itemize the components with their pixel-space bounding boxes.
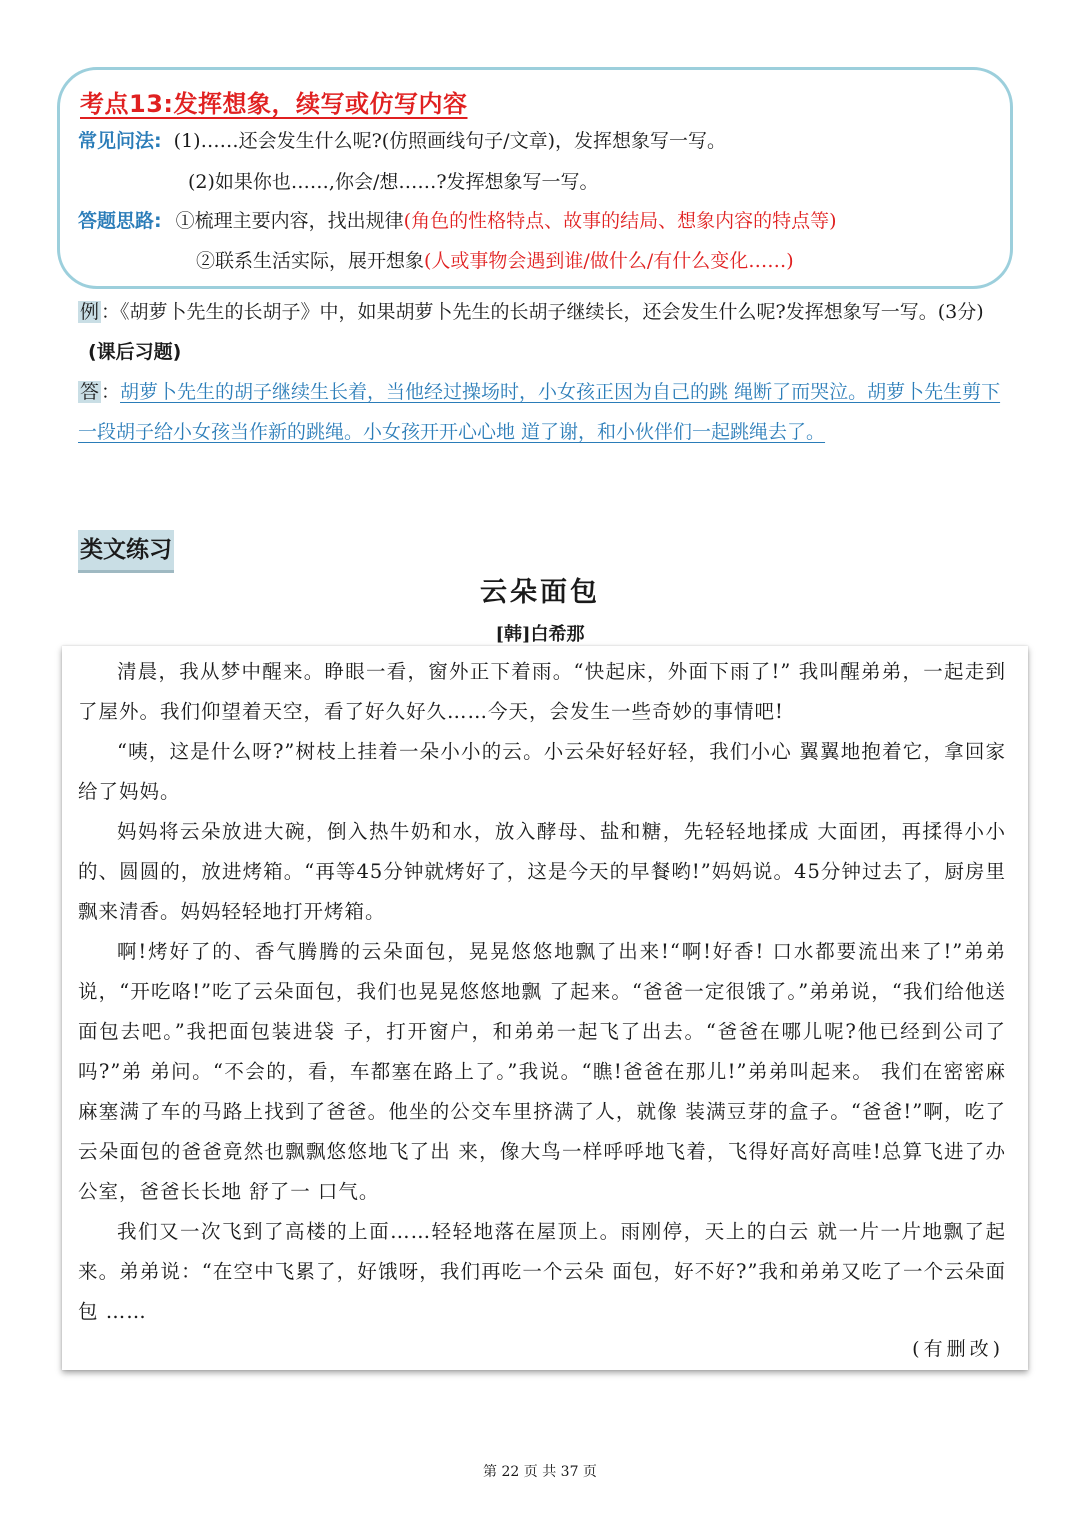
page-number: 第 22 页 共 37 页 bbox=[483, 1464, 597, 1480]
ask-item-2: (2)如果你也……,你会/想……?发挥想象写一写。 bbox=[188, 171, 599, 193]
think-row-1 bbox=[78, 208, 837, 234]
example-label: 例 bbox=[80, 301, 100, 323]
answer-label: 答 bbox=[80, 381, 100, 403]
answer-text: 胡萝卜先生的胡子继续生长着，当他经过操场时，小女孩正因为自己的跳 绳断了而哭泣。胡萝卜先生剪下一段胡子给小女孩当作新的跳绳。小女孩开开心心地 道了谢，和小伙伴们一起跳绳去了。 bbox=[78, 381, 1001, 443]
example-question-text: ：《胡萝卜先生的长胡子》中，如果胡萝卜先生的长胡子继续长，还会发生什么呢?发挥想象写一写。(3分) bbox=[101, 301, 984, 323]
think-row-2 bbox=[196, 248, 794, 274]
example-question bbox=[78, 292, 1002, 372]
example-source: (课后习题) bbox=[88, 341, 182, 363]
think-label: 答题思路: bbox=[78, 210, 162, 232]
story-text bbox=[78, 652, 1006, 1332]
think-item-2-detail: (人或事物会遇到谁/做什么/有什么变化……) bbox=[424, 250, 794, 272]
example-answer: 答 ：胡萝卜先生的胡子继续生长着，当他经过操场时，小女孩正因为自己的跳 绳断了而哭泣。胡萝卜先生剪下一段胡子给小女孩当作新的跳绳。小女孩开开心心地 道了谢，和小伙伴们一起跳绳去了。 bbox=[78, 381, 1001, 443]
think-item-1-detail: (角色的性格特点、故事的结局、想象内容的特点等) bbox=[403, 210, 837, 232]
story-title: 云朵面包 bbox=[480, 577, 600, 608]
story-note: (有删改) bbox=[912, 1338, 1004, 1360]
section-label: 类文练习 bbox=[78, 530, 174, 573]
story-paragraph: 我们又一次飞到了高楼的上面……轻轻地落在屋顶上。雨刚停，天上的白云 就一片一片地飘了起来。弟弟说：“在空中飞累了，好饿呀，我们再吃一个云朵 面包，好不好?”我和弟弟又吃了一个云朵面包 …… bbox=[78, 1220, 1006, 1323]
kaodian-title: 考点13:发挥想象，续写或仿写内容 bbox=[80, 90, 468, 118]
ask-label: 常见问法: bbox=[78, 130, 162, 152]
story-paragraph: 啊!烤好了的、香气腾腾的云朵面包，晃晃悠悠地飘了出来!“啊!好香! 口水都要流出来了!”弟弟说，“开吃咯!”吃了云朵面包，我们也晃晃悠悠地飘 了起来。“爸爸一定很饿了。”弟弟说，“我们给他送面包去吧。”我把面包装进袋 子，打开窗户，和弟弟一起飞了出去。“爸爸在哪儿呢?他已经到公司了吗?”弟 弟问。“不会的，看，车都塞在路上了。”我说。“瞧!爸爸在那儿!”弟弟叫起来。 我们在密密麻麻塞满了车的马路上找到了爸爸。他坐的公交车里挤满了人，就像 装满豆芽的盒子。“爸爸!”啊，吃了云朵面包的爸爸竟然也飘飘悠悠地飞了出 来，像大鸟一样呼呼地飞着，飞得好高好高哇!总算飞进了办公室，爸爸长长地 舒了一 口气。 bbox=[78, 940, 1006, 1203]
ask-row-1 bbox=[78, 128, 726, 154]
think-item-1: ①梳理主要内容，找出规律 bbox=[175, 210, 404, 232]
story-paragraph: “咦，这是什么呀?”树枝上挂着一朵小小的云。小云朵好轻好轻，我们小心 翼翼地抱着它，拿回家给了妈妈。 bbox=[78, 740, 1006, 803]
ask-item-1: (1)……还会发生什么呢?(仿照画线句子/文章)，发挥想象写一写。 bbox=[173, 130, 726, 152]
story-paragraph: 妈妈将云朵放进大碗，倒入热牛奶和水，放入酵母、盐和糖，先轻轻地揉成 大面团，再揉得小小的、圆圆的，放进烤箱。“再等45分钟就烤好了，这是今天的早餐哟!”妈妈说。45分钟过去了，厨房里飘来清香。妈妈轻轻地打开烤箱。 bbox=[78, 820, 1006, 923]
story-paragraph: 清晨，我从梦中醒来。睁眼一看，窗外正下着雨。“快起床，外面下雨了!” 我叫醒弟弟，一起走到了屋外。我们仰望着天空，看了好久好久……今天，会发生一些奇妙的事情吧! bbox=[78, 660, 1006, 723]
think-item-2: ②联系生活实际，展开想象 bbox=[196, 250, 425, 272]
story-author: [韩]白希那 bbox=[495, 624, 585, 645]
